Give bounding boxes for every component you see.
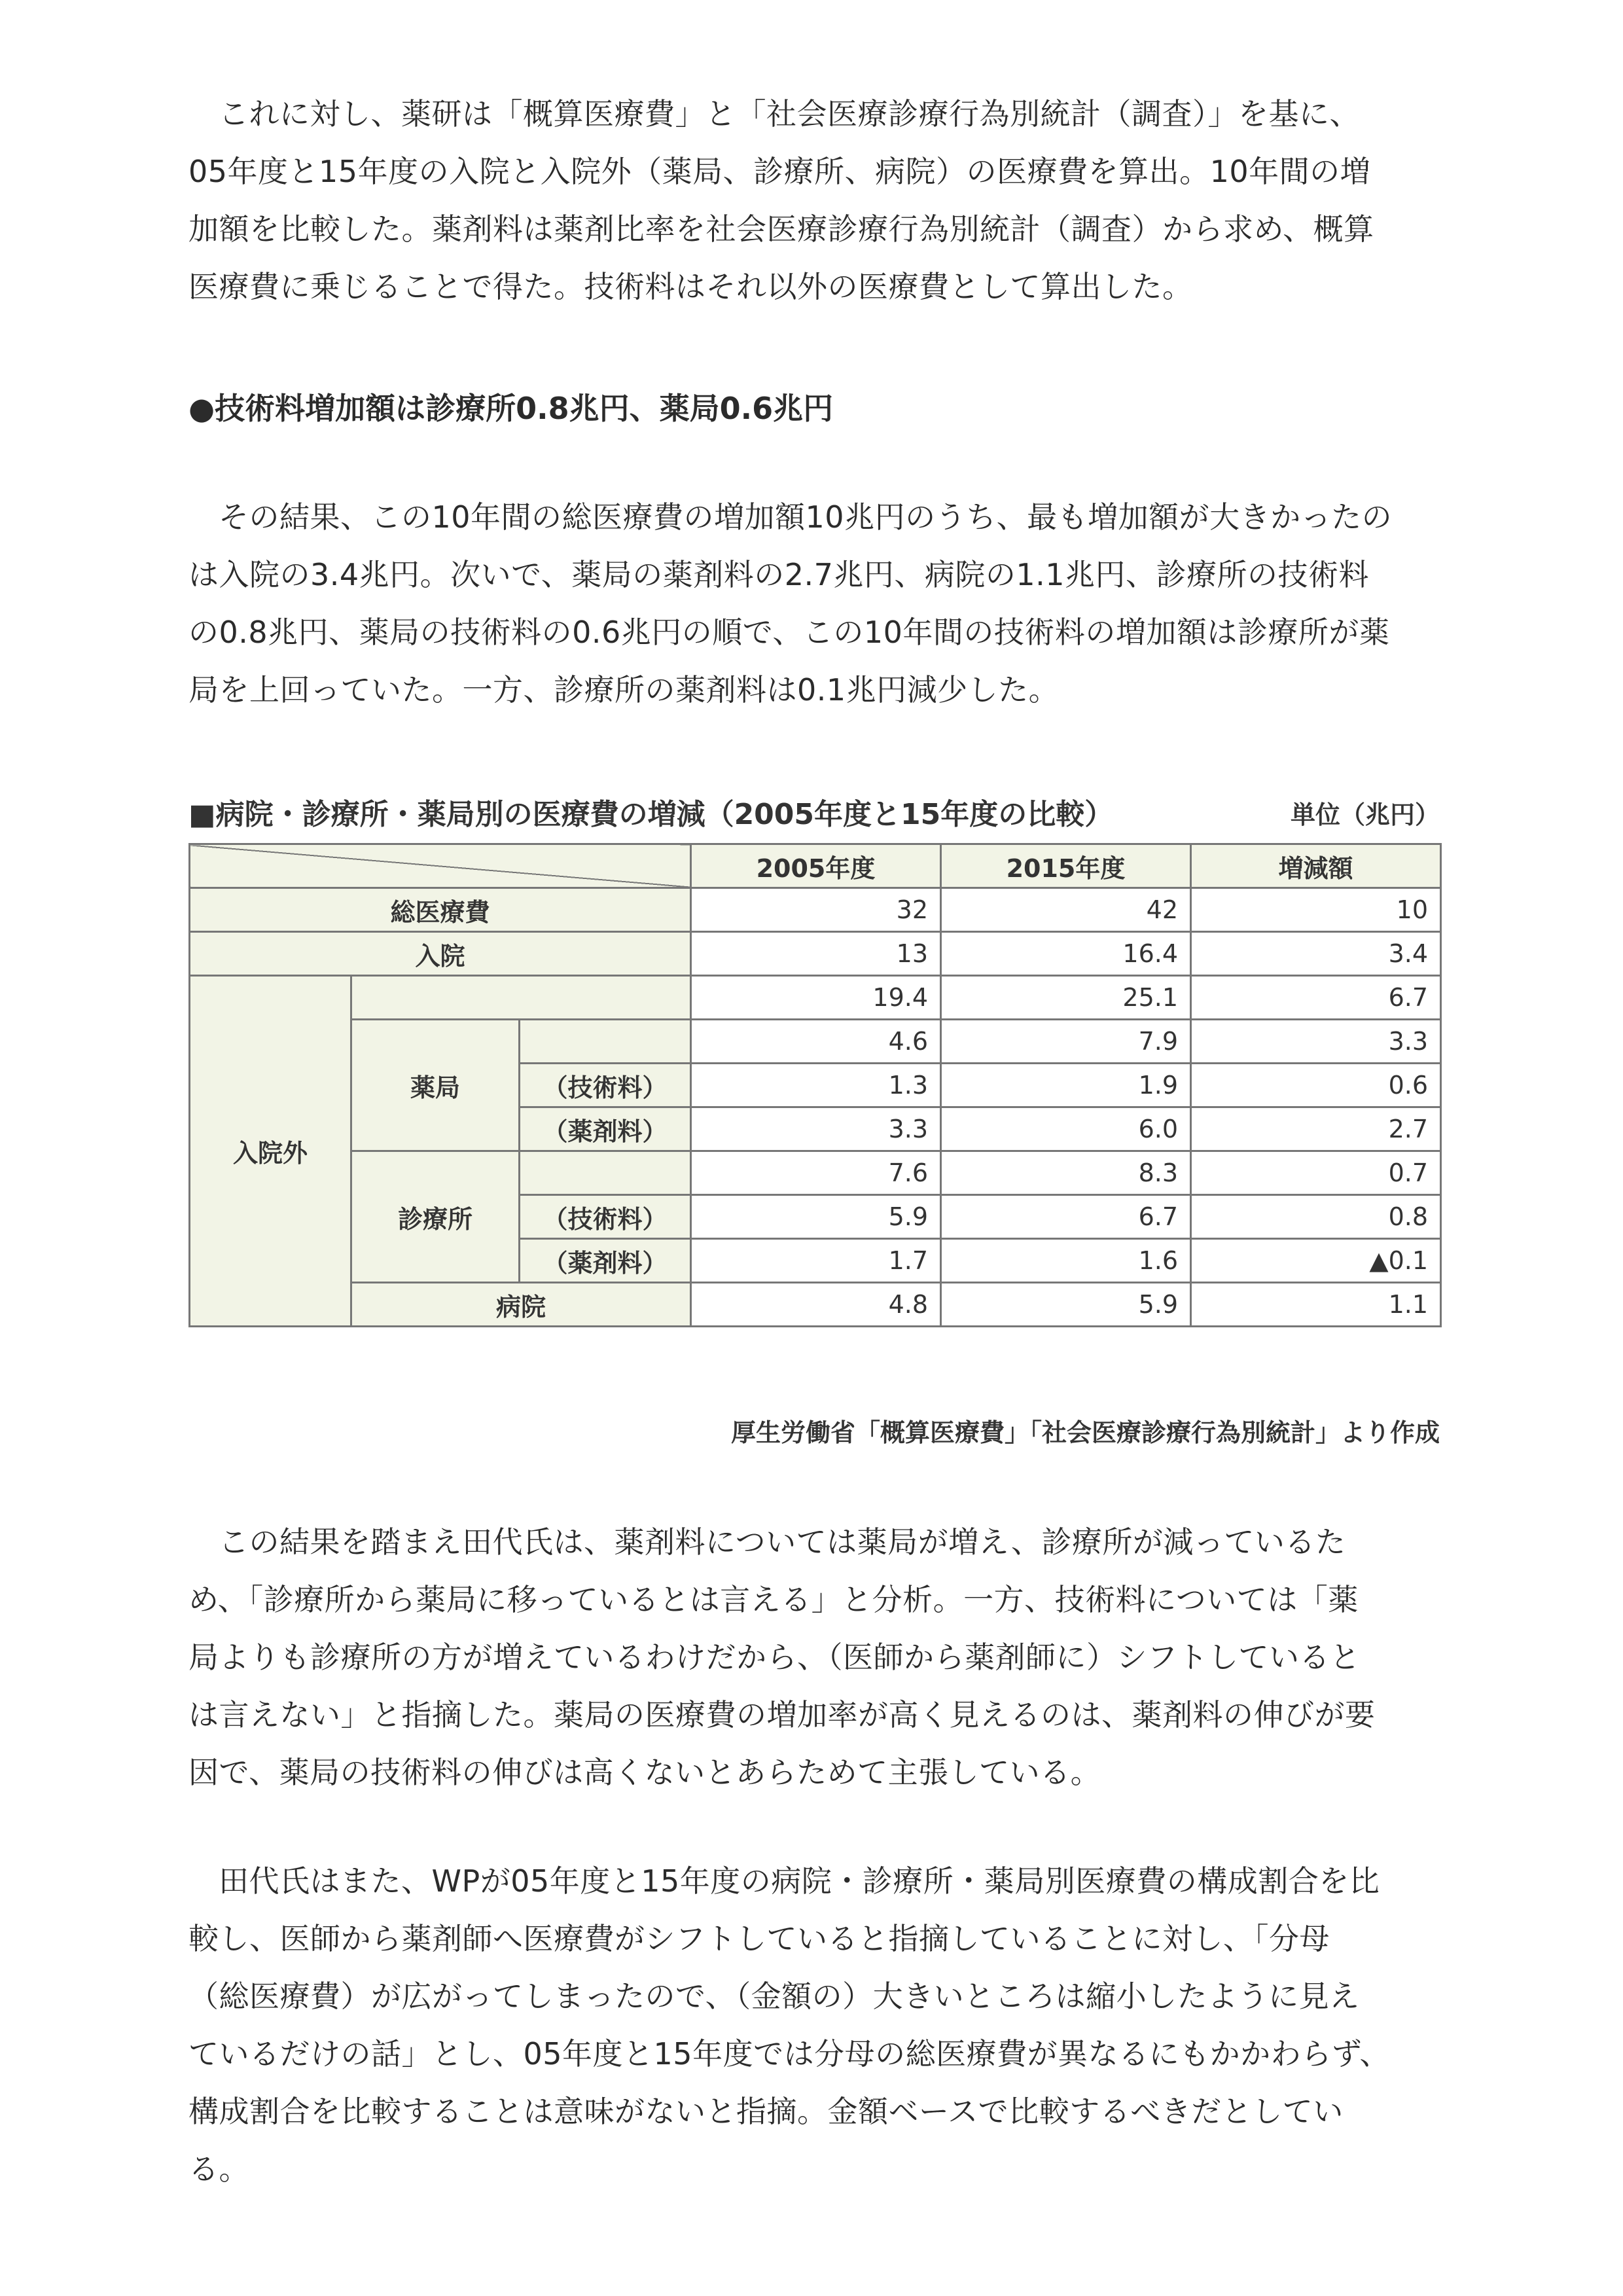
medical-cost-table	[188, 843, 1442, 1327]
header-corner-cell	[190, 844, 691, 888]
paragraph-results: その結果、この10年間の総医療費の増加額10兆円のうち、最も増加額が大きかったの は入院の3.4兆円。次いで、薬局の薬剤料の2.7兆円、病院の1.1兆円、診療所の技術料 の0.8兆円、薬局の技術料の0.6兆円の順で、この10年間の技術料の増加額は診療所が薬 局を上回っていた。一方、診療所の薬剤料は0.1兆円減少した。	[188, 499, 1393, 708]
cell-value: 6.7	[941, 1195, 1191, 1239]
row-label-pharmacy-blank	[520, 1020, 691, 1064]
cell-value: 0.7	[1191, 1151, 1441, 1195]
cell-value: 7.9	[941, 1020, 1191, 1064]
cell-value: 1.3	[691, 1064, 941, 1107]
cell-value: 6.7	[1191, 976, 1441, 1020]
cell-value: 1.6	[941, 1239, 1191, 1283]
cell-value: 5.9	[691, 1195, 941, 1239]
row-label-clinic: 診療所	[351, 1151, 520, 1283]
cell-value: 6.0	[941, 1107, 1191, 1151]
cell-value: 3.3	[1191, 1020, 1441, 1064]
cell-value: 1.7	[691, 1239, 941, 1283]
paragraph-analysis: この結果を踏まえ田代氏は、薬剤料については薬局が増え、診療所が減っているた め、「診療所から薬局に移っているとは言える」と分析。一方、技術料については「薬 局よりも診療所の方が増えているわけだから、（医師から薬剤師に）シフトしていると は言えない」と指摘した。薬局の医療費の増加率が高く見えるのは、薬剤料の伸びが要 因で、薬局の技術料の伸びは高くないとあらためて主張している。	[188, 1524, 1376, 1790]
cell-value: 7.6	[691, 1151, 941, 1195]
table-row	[190, 1151, 1441, 1195]
row-label-pharmacy-tech: （技術料）	[520, 1064, 691, 1107]
cell-value: 3.3	[691, 1107, 941, 1151]
table-source-note: 厚生労働省「概算医療費」「社会医療診療行為別統計」より作成	[730, 1418, 1440, 1447]
paragraph-conclusion: 田代氏はまた、WPが05年度と15年度の病院・診療所・薬局別医療費の構成割合を比 較し、医師から薬剤師へ医療費がシフトしていると指摘していることに対し、「分母 （総医療費）が広がってしまったので、（金額の）大きいところは縮小したように見え ているだけの話」とし、05年度と15年度では分母の総医療費が異なるにもかかわらず、 構成割合を比較することは意味がないと指摘。金額ベースで比較するべきだとしてい る。	[188, 1863, 1390, 2187]
header-2005: 2005年度	[691, 844, 941, 888]
row-label-total: 総医療費	[190, 888, 691, 932]
header-change: 増減額	[1191, 844, 1441, 888]
cell-value: 2.7	[1191, 1107, 1441, 1151]
table-row	[190, 932, 1441, 976]
section-heading: ●技術料増加額は診療所0.8兆円、薬局0.6兆円	[188, 391, 834, 426]
row-label-clinic-tech: （技術料）	[520, 1195, 691, 1239]
cell-value: 1.9	[941, 1064, 1191, 1107]
header-2015: 2015年度	[941, 844, 1191, 888]
cell-value: 1.1	[1191, 1283, 1441, 1327]
cell-value: 16.4	[941, 932, 1191, 976]
table-row	[190, 888, 1441, 932]
table-unit: 単位（兆円）	[1290, 800, 1440, 829]
cell-value: 3.4	[1191, 932, 1441, 976]
cell-value: 5.9	[941, 1283, 1191, 1327]
table-row	[190, 1283, 1441, 1327]
row-label-clinic-blank	[520, 1151, 691, 1195]
table-row	[190, 976, 1441, 1020]
table-header-row	[190, 844, 1441, 888]
cell-value: 4.8	[691, 1283, 941, 1327]
cell-value: 0.8	[1191, 1195, 1441, 1239]
table-row	[190, 1020, 1441, 1064]
row-label-outpatient: 入院外	[190, 976, 351, 1327]
cell-value: 4.6	[691, 1020, 941, 1064]
row-label-outpatient-blank	[351, 976, 691, 1020]
row-label-clinic-drug: （薬剤料）	[520, 1239, 691, 1283]
cell-value: 13	[691, 932, 941, 976]
paragraph-intro: これに対し、薬研は「概算医療費」と「社会医療診療行為別統計（調査）」を基に、 05年度と15年度の入院と入院外（薬局、診療所、病院）の医療費を算出。10年間の増 加額を比較した。薬剤料は薬剤比率を社会医療診療行為別統計（調査）から求め、概算 医療費に乗じることで得た。技術料はそれ以外の医療費として算出した。	[188, 96, 1374, 304]
cell-value: 10	[1191, 888, 1441, 932]
row-label-pharmacy-drug: （薬剤料）	[520, 1107, 691, 1151]
cell-value: ▲0.1	[1191, 1239, 1441, 1283]
row-label-pharmacy: 薬局	[351, 1020, 520, 1151]
cell-value: 19.4	[691, 976, 941, 1020]
table-title: ■病院・診療所・薬局別の医療費の増減（2005年度と15年度の比較）	[188, 798, 1114, 831]
row-label-hospital: 病院	[351, 1283, 691, 1327]
cell-value: 0.6	[1191, 1064, 1441, 1107]
cell-value: 32	[691, 888, 941, 932]
cell-value: 8.3	[941, 1151, 1191, 1195]
cell-value: 42	[941, 888, 1191, 932]
cell-value: 25.1	[941, 976, 1191, 1020]
row-label-inpatient: 入院	[190, 932, 691, 976]
